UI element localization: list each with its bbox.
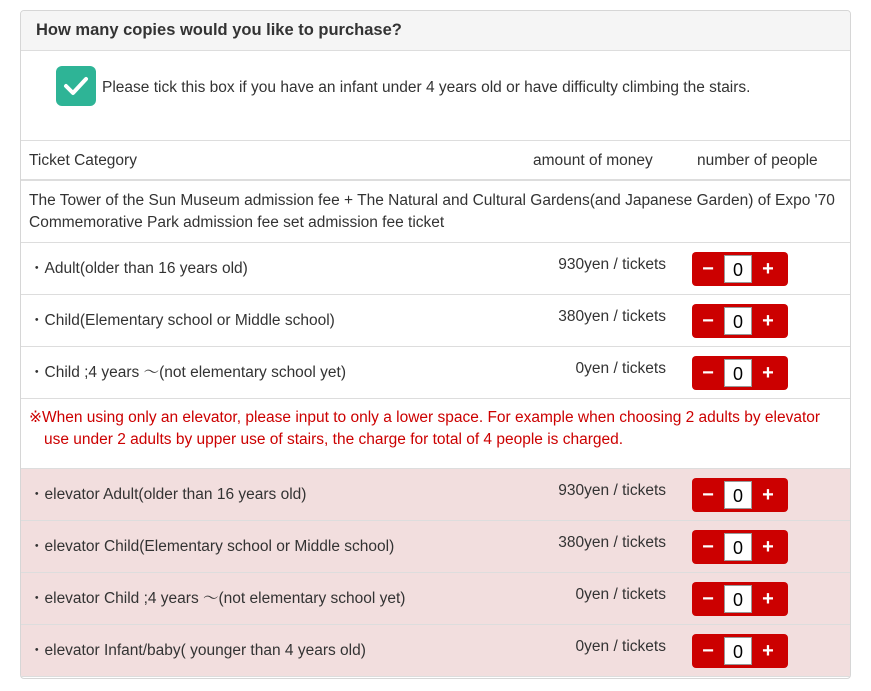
ticket-price: 930yen / tickets (558, 482, 666, 499)
ticket-category: ・Child ;4 years 〜(not elementary school yet) (29, 364, 347, 381)
ticket-category: ・Child(Elementary school or Middle school) (29, 312, 335, 329)
ticket-row (21, 347, 850, 399)
ticket-price: 0yen / tickets (575, 638, 666, 655)
ticket-category: ・elevator Infant/baby( younger than 4 years old) (29, 642, 366, 659)
elevator-ticket-row (21, 521, 850, 573)
quantity-stepper[interactable] (692, 252, 788, 286)
quantity-stepper[interactable] (692, 582, 788, 616)
decrement-button[interactable]: − (702, 639, 714, 662)
increment-button[interactable]: + (762, 587, 774, 610)
quantity-stepper[interactable] (692, 356, 788, 390)
ticket-category: ・Adult(older than 16 years old) (29, 260, 248, 277)
quantity-input[interactable]: 0 (724, 481, 752, 509)
elevator-ticket-row (21, 573, 850, 625)
elevator-note-row (21, 399, 850, 469)
ticket-category: ・elevator Child ;4 years 〜(not elementary school yet) (29, 590, 406, 607)
elevator-ticket-row (21, 469, 850, 521)
ticket-row (21, 295, 850, 347)
decrement-button[interactable]: − (702, 309, 714, 332)
elevator-ticket-row (21, 625, 850, 677)
header-amount: amount of money (533, 152, 653, 169)
quantity-input[interactable]: 0 (724, 533, 752, 561)
ticket-row (21, 243, 850, 295)
increment-button[interactable]: + (762, 257, 774, 280)
quantity-input[interactable]: 0 (724, 637, 752, 665)
purchase-panel (20, 10, 851, 679)
ticket-category: ・elevator Adult(older than 16 years old) (29, 486, 307, 503)
increment-button[interactable]: + (762, 535, 774, 558)
decrement-button[interactable]: − (702, 587, 714, 610)
header-category: Ticket Category (29, 152, 137, 169)
table-header (21, 141, 850, 181)
ticket-price: 380yen / tickets (558, 534, 666, 551)
set-description: The Tower of the Sun Museum admission fee + The Natural and Cultural Gardens(and Japanese Garden) of Expo '70 Commemorative Park admission fee set admission fee ticket (21, 181, 850, 243)
quantity-stepper[interactable] (692, 634, 788, 668)
ticket-price: 930yen / tickets (558, 256, 666, 273)
increment-button[interactable]: + (762, 309, 774, 332)
quantity-stepper[interactable] (692, 304, 788, 338)
ticket-price: 0yen / tickets (575, 586, 666, 603)
quantity-input[interactable]: 0 (724, 585, 752, 613)
infant-checkbox-label[interactable]: Please tick this box if you have an infant under 4 years old or have difficulty climbing the stairs. (102, 79, 751, 96)
decrement-button[interactable]: − (702, 535, 714, 558)
header-people: number of people (697, 152, 818, 169)
decrement-button[interactable]: − (702, 361, 714, 384)
ticket-category: ・elevator Child(Elementary school or Middle school) (29, 538, 395, 555)
ticket-price: 0yen / tickets (575, 360, 666, 377)
decrement-button[interactable]: − (702, 257, 714, 280)
decrement-button[interactable]: − (702, 483, 714, 506)
panel-title: How many copies would you like to purchase? (21, 11, 850, 51)
quantity-input[interactable]: 0 (724, 255, 752, 283)
infant-checkbox-row (21, 51, 850, 141)
quantity-stepper[interactable] (692, 530, 788, 564)
increment-button[interactable]: + (762, 361, 774, 384)
quantity-input[interactable]: 0 (724, 307, 752, 335)
quantity-stepper[interactable] (692, 478, 788, 512)
increment-button[interactable]: + (762, 639, 774, 662)
elevator-note: ※When using only an elevator, please input to only a lower space. For example when choosing 2 adults by elevator use under 2 adults by upper use of stairs, the charge for total of 4 people is charged. (29, 409, 821, 448)
ticket-price: 380yen / tickets (558, 308, 666, 325)
quantity-input[interactable]: 0 (724, 359, 752, 387)
increment-button[interactable]: + (762, 483, 774, 506)
